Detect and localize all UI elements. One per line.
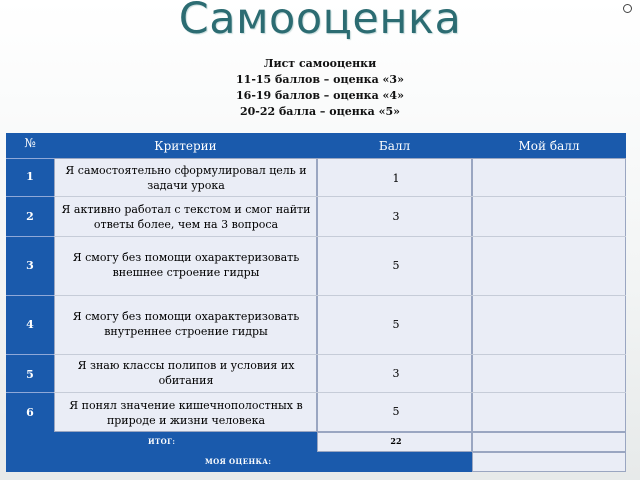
row-divider xyxy=(6,196,54,197)
header-number: № xyxy=(24,136,36,150)
row-number: 4 xyxy=(26,318,34,331)
header-criteria: Критерии xyxy=(154,139,217,153)
row-number: 2 xyxy=(26,210,34,223)
row-divider xyxy=(54,196,317,197)
row-number: 1 xyxy=(26,170,34,183)
total-value: 22 xyxy=(390,436,402,446)
row-divider xyxy=(317,236,626,237)
criterion-text: Я знаю классы полипов и условия их обитания xyxy=(77,359,295,387)
total-row-my-cell xyxy=(472,432,626,452)
row-number: 3 xyxy=(26,259,34,272)
row-divider xyxy=(317,295,626,296)
row-divider xyxy=(6,236,54,237)
row-divider xyxy=(54,354,317,355)
criterion-text: Я понял значение кишечнополостных в природе и жизни человека xyxy=(69,399,303,427)
row-divider xyxy=(54,392,317,393)
grade-row-value-cell xyxy=(472,452,626,472)
row-divider xyxy=(6,354,54,355)
header-score: Балл xyxy=(378,139,411,153)
page-title: Самооценка xyxy=(178,0,462,44)
score-value: 3 xyxy=(392,210,400,223)
grade-label: МОЯ ОЦЕНКА: xyxy=(205,457,272,466)
scale-line: 20-22 балла – оценка «5» xyxy=(239,105,401,118)
grading-scale xyxy=(170,56,470,120)
header-my-score: Мой балл xyxy=(518,139,580,153)
row-number: 6 xyxy=(26,406,34,419)
row-divider xyxy=(54,236,317,237)
row-divider xyxy=(317,392,626,393)
score-value: 1 xyxy=(392,172,400,185)
row-divider xyxy=(6,158,54,159)
scale-line: 16-19 баллов – оценка «4» xyxy=(236,89,404,102)
criterion-text: Я активно работал с текстом и смог найти ответы более, чем на 3 вопроса xyxy=(61,203,311,231)
score-value: 5 xyxy=(392,318,400,331)
row-divider xyxy=(54,295,317,296)
total-label: ИТОГ: xyxy=(148,437,176,446)
row-number: 5 xyxy=(26,368,34,381)
row-divider xyxy=(6,392,54,393)
score-value: 5 xyxy=(392,405,400,418)
score-value: 3 xyxy=(392,367,400,380)
row-divider xyxy=(317,354,626,355)
scale-line: 11-15 баллов – оценка «3» xyxy=(236,73,404,86)
scale-line: Лист самооценки xyxy=(263,57,377,70)
score-value: 5 xyxy=(392,259,400,272)
criterion-text: Я самостоятельно сформулировал цель и задачи урока xyxy=(65,164,307,192)
criterion-text: Я смогу без помощи охарактеризовать внешнее строение гидры xyxy=(72,251,300,279)
row-divider xyxy=(317,196,626,197)
row-divider xyxy=(6,295,54,296)
criterion-text: Я смогу без помощи охарактеризовать внутреннее строение гидры xyxy=(72,310,300,338)
